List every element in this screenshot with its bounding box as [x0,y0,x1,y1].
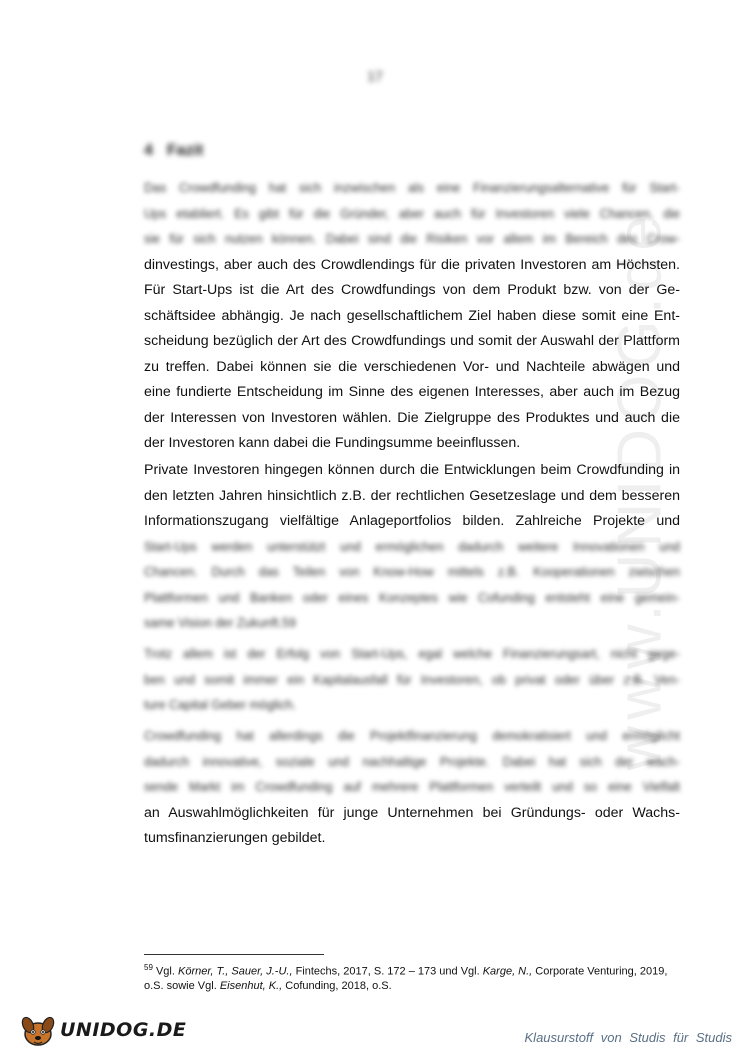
paragraph-1 [144,176,680,457]
text-line: Private Investoren hingegen können durch die Entwicklungen beim Crowdfunding in [144,462,680,478]
text-line: scheidung bezüglich der Art des Crowdfundings und somit der Auswahl der Plattform [144,333,680,349]
blurred-line: Start-Ups werden unterstützt und ermöglichen dadurch weitere Innovationen und [144,539,680,554]
blurred-line: sende Markt im Crowdfunding auf mehrere Plattformen verteilt und so eine Vielfalt [144,780,680,794]
page-number: 17 [367,68,383,84]
blurred-line: ben und somit immer ein Kapitalausfall für Investoren, ob privat oder über z.B. Ven- [144,672,680,687]
footnote-text: Corporate Venturing, 2019, o.S. sowie Vgl. [144,965,668,992]
blurred-line: same Vision der Zukunft.59 [144,616,296,630]
blurred-line: dadurch innovative, soziale und nachhaltige Projekte. Dabei hat sich der wach- [144,754,680,769]
unidog-logo [18,1012,186,1048]
blurred-line: Crowdfunding hat allerdings die Projektfinanzierung demokratisiert und ermöglicht [144,729,680,743]
footnote-author: Eisenhut, K., [219,979,283,992]
blurred-line: Plattformen und Banken oder eines Konzeptes wie Cofunding entsteht eine gemein- [144,590,680,605]
text-line: Für Start-Ups ist die Art des Crowdfundings von dem Produkt bzw. von der Ge- [144,282,680,298]
footnote-number: 59 [144,963,153,972]
text-line: den letzten Jahren hinsichtlich z.B. der rechtlichen Gesetzeslage und dem besseren [144,487,680,504]
blurred-line: Das Crowdfunding hat sich inzwischen als eine Finanzierungsalternative für Start- [144,181,680,195]
text-line: dinvestings, aber auch des Crowdlendings für die privaten Investoren am Höchsten. [144,256,680,273]
text-line: eine fundierte Entscheidung im Sinne des eigenen Interesses, aber auch im Bezug [144,384,680,400]
text-line: zu treffen. Dabei können sie die verschiedenen Vor- und Nachteile abwägen und [144,358,680,375]
footnote-text: Cofunding, 2018, o.S. [282,979,392,992]
dog-icon [18,1012,58,1048]
text-line: an Auswahlmöglichkeiten für junge Unternehmen bei Gründungs- oder Wachs- [144,804,680,821]
paragraph-2 [144,458,680,637]
blurred-line: sie für sich nutzen können. Dabei sind die Risiken vor allem im Bereich des Crow- [144,232,680,246]
text-line: Informationszugang vielfältige Anlageportfolios bilden. Zahlreiche Projekte und [144,513,680,529]
text-line: schäftsidee abhängig. Je nach gesellschaftlichem Ziel haben diese somit eine Ent- [144,307,680,324]
text-line: tumsfinanzierungen gebildet. [144,830,326,846]
footer-tagline: Klausurstoff von Studis für Studis [524,1030,732,1045]
footnote [144,961,682,993]
blurred-line: Chancen. Durch das Teilen von Know-How mittels z.B. Kooperationen zwischen [144,565,680,579]
text-line: der Interessen von Investoren wählen. Die Zielgruppe des Produktes und auch die [144,409,680,426]
footnote-text: Fintechs, 2017, S. 172 – 173 und Vgl. [292,965,483,978]
blurred-line: Trotz allem ist der Erfolg von Start-Ups, egal welche Finanzierungsart, nicht gege- [144,647,680,661]
footnote-author: Karge, N., [482,965,533,978]
section-heading [144,142,203,160]
logo-text: UNIDOG.DE [60,1019,187,1041]
blurred-line: Ups etabliert. Es gibt für die Gründer, aber auch für Investoren viele Chancen, die [144,206,680,221]
section-number: 4 [144,142,153,159]
text-line: der Investoren kann dabei die Fundingsumme beeinflussen. [144,435,521,451]
paragraph-3 [144,642,680,719]
blurred-line: ture Capital Geber möglich. [144,698,297,712]
paragraph-4 [144,724,680,852]
footnote-divider [144,954,324,955]
watermark: www.UNIDOG.de [605,210,675,771]
footnote-text: Vgl. [152,965,178,978]
footnote-author: Körner, T., Sauer, J.-U., [177,965,293,978]
section-title: Fazit [166,142,204,159]
